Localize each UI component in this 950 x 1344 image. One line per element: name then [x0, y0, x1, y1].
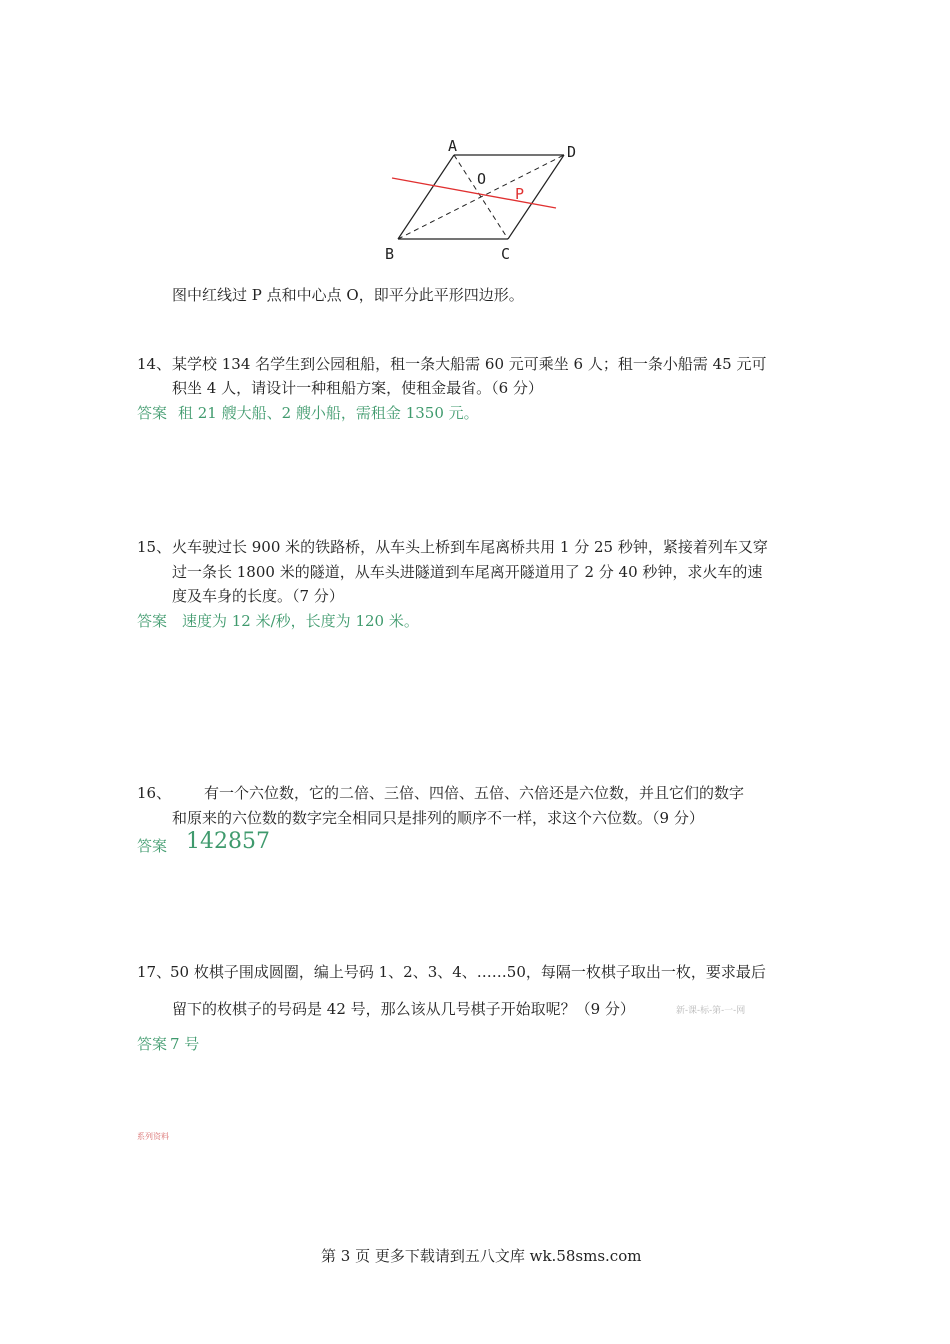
question-line: 积坐 4 人，请设计一种租船方案，使租金最省。（6 分） — [172, 379, 543, 397]
question-number: 15、 — [137, 538, 172, 556]
question-number: 14、 — [137, 355, 172, 373]
answer-text: 租 21 艘大船、2 艘小船，需租金 1350 元。 — [178, 404, 479, 422]
question-number: 17、 — [137, 963, 172, 981]
question-line: 有一个六位数，它的二倍、三倍、四倍、五倍、六倍还是六位数，并且它们的数字 — [204, 784, 745, 802]
edge-AB — [398, 155, 454, 239]
parallelogram-figure — [380, 135, 590, 265]
label-A: A — [448, 137, 458, 155]
answer-text: 142857 — [186, 829, 270, 854]
question-line: 某学校 134 名学生到公园租船，租一条大船需 60 元可乘坐 6 人；租一条小船需 45 元可 — [172, 355, 767, 373]
label-O: O — [477, 170, 487, 188]
question-line: 火车驶过长 900 米的铁路桥，从车头上桥到车尾离桥共用 1 分 25 秒钟，紧接着列车又穿 — [172, 538, 768, 556]
answer-label: 答案 — [137, 404, 168, 422]
label-P: P — [515, 185, 525, 203]
label-C: C — [501, 245, 511, 263]
question-line: 50 枚棋子围成圆圈，编上号码 1、2、3、4、……50，每隔一枚棋子取出一枚，要求最后 — [170, 963, 766, 981]
answer-text: 7 号 — [170, 1035, 200, 1053]
label-D: D — [567, 143, 577, 161]
question-number: 16、 — [137, 784, 172, 802]
diagonal-BD — [398, 155, 564, 239]
answer-label: 答案 — [137, 1035, 168, 1053]
question-line: 和原来的六位数的数字完全相同只是排列的顺序不一样，求这个六位数。（9 分） — [172, 809, 704, 827]
figure-caption: 图中红线过 P 点和中心点 O，即平分此平形四边形。 — [172, 286, 524, 304]
red-bisecting-line — [392, 178, 556, 208]
label-B: B — [385, 245, 395, 263]
answer-label: 答案 — [137, 612, 168, 630]
watermark-text: 新-课-标-第-一-网 — [676, 1006, 746, 1016]
question-line: 度及车身的长度。（7 分） — [172, 587, 344, 605]
answer-text: 速度为 12 米/秒，长度为 120 米。 — [182, 612, 419, 630]
page-footer: 第 3 页 更多下载请到五八文库 wk.58sms.com — [321, 1247, 642, 1265]
question-line: 留下的枚棋子的号码是 42 号，那么该从几号棋子开始取呢？（9 分） — [172, 1000, 635, 1018]
answer-label: 答案 — [137, 837, 168, 855]
question-line: 过一条长 1800 米的隧道，从车头进隧道到车尾离开隧道用了 2 分 40 秒钟，求火车的速 — [172, 563, 763, 581]
small-red-text: 系列资料 — [137, 1132, 169, 1141]
